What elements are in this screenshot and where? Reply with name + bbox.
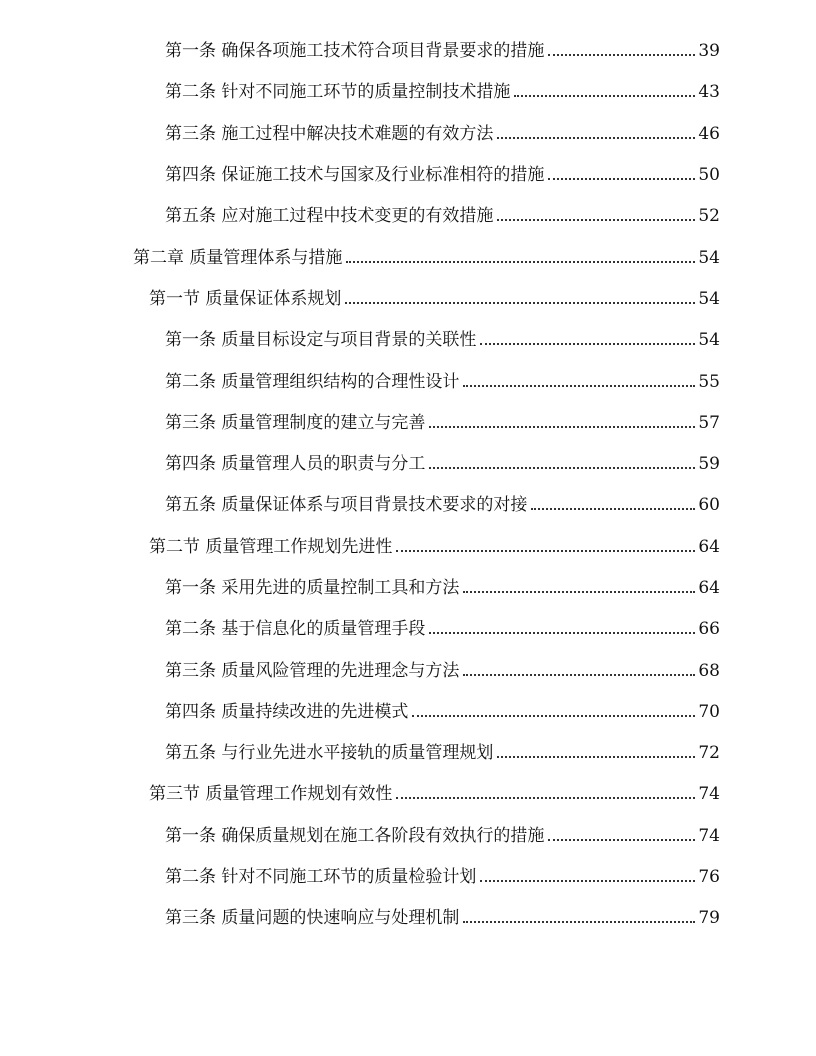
toc-dot-leader	[548, 53, 695, 56]
toc-dot-leader	[463, 920, 695, 923]
toc-dot-leader	[345, 301, 695, 304]
toc-entry-article[interactable]	[0, 733, 816, 774]
toc-entry-title: 第三节 质量管理工作规划有效性	[149, 784, 393, 805]
toc-entry-line	[165, 208, 816, 225]
toc-entry-title: 第二节 质量管理工作规划先进性	[149, 536, 393, 557]
toc-entry-page-number: 79	[698, 908, 720, 929]
toc-entry-page-number: 76	[698, 867, 720, 888]
toc-entry-title: 第三条 施工过程中解决技术难题的有效方法	[165, 123, 494, 144]
toc-entry-page-number: 64	[698, 578, 720, 598]
toc-entry-page-number: 66	[698, 619, 720, 640]
toc-entry-line	[149, 786, 816, 803]
toc-entry-title: 第四条 保证施工技术与国家及行业标准相符的措施	[165, 165, 545, 186]
toc-entry-title: 第三条 质量问题的快速响应与处理机制	[165, 908, 460, 929]
toc-entry-line	[165, 412, 816, 433]
toc-dot-leader	[548, 838, 695, 841]
toc-entry-title: 第一条 采用先进的质量控制工具和方法	[165, 578, 460, 598]
toc-entry-article[interactable]	[0, 609, 816, 650]
toc-entry-title: 第一条 确保质量规划在施工各阶段有效执行的措施	[165, 825, 545, 846]
toc-entry-page-number: 39	[698, 41, 720, 62]
toc-entry-article[interactable]	[0, 361, 816, 402]
toc-entry-article[interactable]	[0, 568, 816, 609]
toc-entry-line	[149, 288, 816, 309]
toc-entry-line	[165, 371, 816, 392]
toc-entry-title: 第五条 质量保证体系与项目背景技术要求的对接	[165, 495, 528, 516]
toc-dot-leader	[497, 218, 695, 221]
toc-entry-article[interactable]	[0, 403, 816, 444]
toc-entry-section[interactable]	[0, 774, 816, 815]
toc-dot-leader	[480, 342, 695, 345]
toc-dot-leader	[514, 94, 695, 97]
toc-entry-article[interactable]	[0, 692, 816, 733]
toc-entry-article[interactable]	[0, 857, 816, 898]
toc-entry-title: 第五条 应对施工过程中技术变更的有效措施	[165, 206, 494, 227]
toc-dot-leader	[429, 425, 695, 428]
toc-entry-article[interactable]	[0, 320, 816, 361]
toc-dot-leader	[429, 466, 695, 469]
toc-dot-leader	[396, 549, 695, 552]
toc-entry-line	[165, 43, 816, 60]
toc-entry-article[interactable]	[0, 155, 816, 196]
toc-dot-leader	[531, 507, 695, 510]
toc-entry-page-number: 54	[698, 247, 720, 268]
toc-dot-leader	[463, 384, 695, 387]
toc-entry-title: 第二条 基于信息化的质量管理手段	[165, 619, 426, 640]
toc-entry-article[interactable]	[0, 196, 816, 237]
toc-entry-page-number: 60	[698, 495, 720, 516]
toc-entry-title: 第五条 与行业先进水平接轨的质量管理规划	[165, 743, 494, 764]
toc-dot-leader	[480, 879, 695, 882]
toc-entry-page-number: 54	[698, 288, 720, 309]
toc-entry-line	[165, 497, 816, 514]
toc-entry-line	[165, 332, 816, 349]
toc-entry-article[interactable]	[0, 31, 816, 72]
toc-entry-line	[165, 910, 816, 927]
toc-entry-line	[165, 580, 816, 597]
toc-entry-article[interactable]	[0, 114, 816, 155]
table-of-contents	[0, 31, 816, 940]
toc-entry-section[interactable]	[0, 527, 816, 568]
toc-entry-page-number: 59	[698, 454, 720, 475]
toc-entry-line	[165, 660, 816, 681]
toc-entry-page-number: 52	[698, 206, 720, 227]
toc-entry-article[interactable]	[0, 898, 816, 939]
toc-entry-page-number: 54	[698, 330, 720, 351]
toc-entry-title: 第一节 质量保证体系规划	[149, 288, 342, 309]
toc-entry-line	[165, 701, 816, 722]
toc-dot-leader	[497, 755, 695, 758]
toc-dot-leader	[396, 796, 695, 799]
toc-entry-line	[165, 621, 816, 638]
toc-entry-page-number: 70	[698, 701, 720, 722]
toc-entry-line	[165, 456, 816, 473]
toc-dot-leader	[548, 177, 695, 180]
toc-dot-leader	[463, 673, 695, 676]
toc-entry-title: 第一条 质量目标设定与项目背景的关联性	[165, 330, 477, 351]
toc-entry-line	[133, 247, 816, 268]
toc-entry-line	[165, 745, 816, 762]
toc-entry-page-number: 46	[698, 123, 720, 144]
toc-entry-section[interactable]	[0, 279, 816, 320]
toc-dot-leader	[497, 136, 695, 139]
toc-entry-chapter[interactable]	[0, 237, 816, 278]
toc-entry-title: 第四条 质量管理人员的职责与分工	[165, 454, 426, 475]
toc-entry-article[interactable]	[0, 72, 816, 113]
toc-entry-page-number: 72	[698, 743, 720, 764]
toc-entry-page-number: 50	[698, 165, 720, 186]
toc-entry-line	[165, 167, 816, 184]
toc-entry-article[interactable]	[0, 816, 816, 857]
toc-entry-title: 第三条 质量风险管理的先进理念与方法	[165, 660, 460, 681]
toc-entry-page-number: 68	[698, 660, 720, 681]
toc-entry-title: 第二条 针对不同施工环节的质量检验计划	[165, 867, 477, 888]
toc-entry-line	[165, 869, 816, 886]
toc-entry-title: 第二章 质量管理体系与措施	[133, 247, 343, 268]
toc-entry-title: 第一条 确保各项施工技术符合项目背景要求的措施	[165, 41, 545, 62]
toc-entry-title: 第二条 针对不同施工环节的质量控制技术措施	[165, 82, 511, 103]
toc-entry-page-number: 55	[698, 371, 720, 392]
toc-entry-title: 第三条 质量管理制度的建立与完善	[165, 412, 426, 433]
toc-entry-title: 第四条 质量持续改进的先进模式	[165, 701, 409, 722]
toc-dot-leader	[429, 631, 695, 634]
toc-entry-page-number: 64	[698, 536, 720, 557]
toc-entry-page-number: 43	[698, 82, 720, 103]
toc-entry-line	[165, 123, 816, 144]
toc-entry-article[interactable]	[0, 444, 816, 485]
toc-entry-line	[165, 825, 816, 846]
toc-entry-page-number: 74	[698, 784, 720, 805]
toc-dot-leader	[346, 260, 695, 263]
toc-entry-article[interactable]	[0, 485, 816, 526]
toc-entry-line	[165, 84, 816, 101]
toc-entry-page-number: 74	[698, 825, 720, 846]
toc-entry-line	[149, 536, 816, 557]
toc-entry-article[interactable]	[0, 650, 816, 691]
toc-entry-title: 第二条 质量管理组织结构的合理性设计	[165, 371, 460, 392]
toc-entry-page-number: 57	[698, 412, 720, 433]
toc-dot-leader	[412, 714, 695, 717]
toc-dot-leader	[463, 590, 695, 593]
